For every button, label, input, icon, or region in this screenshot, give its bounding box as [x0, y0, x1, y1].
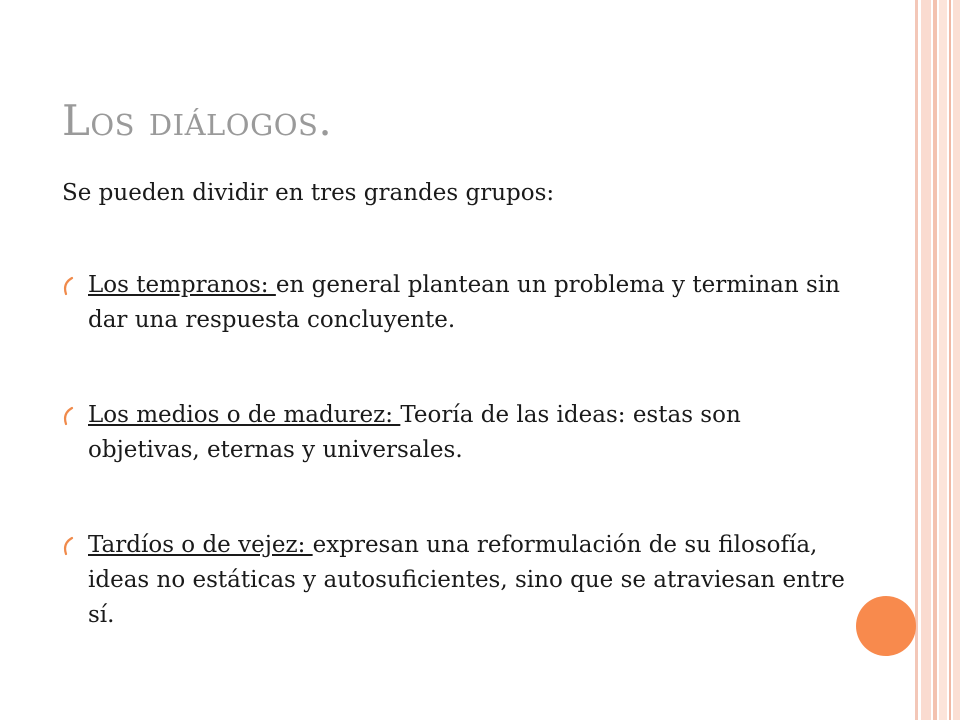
- bullet-text: en general plantean un problema y terminan sin dar una respuesta concluyente.: [88, 272, 840, 333]
- list-item: [62, 398, 852, 468]
- bullet-lead: Los tempranos:: [88, 272, 276, 298]
- bullet-lead: Los medios o de madurez:: [88, 402, 401, 428]
- list-item: [62, 528, 852, 633]
- border-stripe: [915, 0, 918, 720]
- list-item: [62, 268, 852, 338]
- orange-circle-icon: [856, 596, 916, 656]
- border-stripe: [921, 0, 931, 720]
- slide-title: Los diálogos.: [62, 96, 333, 145]
- border-stripe: [949, 0, 951, 720]
- bullet-list: [62, 268, 852, 693]
- decorative-border: [915, 0, 960, 720]
- border-stripe: [939, 0, 947, 720]
- bullet-mark-icon: [62, 536, 74, 556]
- border-stripe: [933, 0, 937, 720]
- border-stripe: [953, 0, 960, 720]
- bullet-mark-icon: [62, 276, 74, 296]
- bullet-mark-icon: [62, 406, 74, 426]
- intro-text: Se pueden dividir en tres grandes grupos:: [62, 180, 555, 206]
- bullet-text: expresan una reformulación de su filosofía, ideas no estáticas y autosuficientes, sino que se atraviesan entre sí.: [88, 532, 845, 628]
- bullet-text: Teoría de las ideas: estas son objetivas, eternas y universales.: [88, 402, 741, 463]
- bullet-lead: Tardíos o de vejez:: [88, 532, 313, 558]
